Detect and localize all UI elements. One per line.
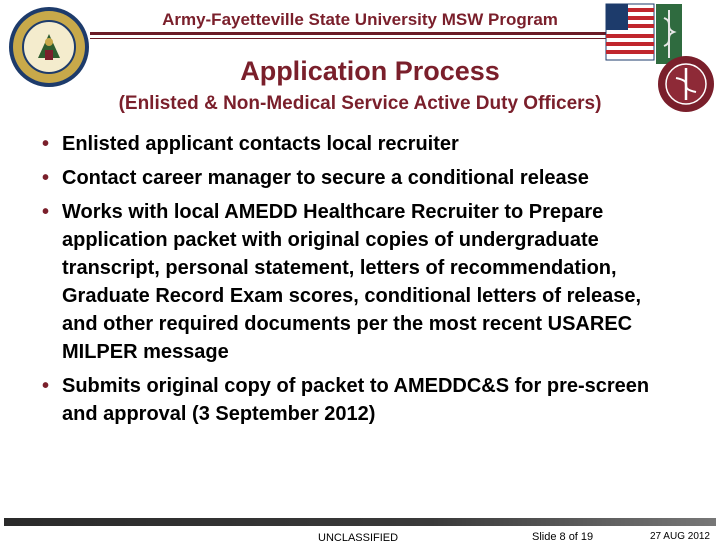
slide-title: Application Process [240, 56, 500, 86]
list-item [42, 372, 682, 428]
slide-number: Slide 8 of 19 [532, 531, 594, 543]
slide-subtitle: (Enlisted & Non-Medical Service Active Duty Officers) [118, 93, 602, 114]
list-item [42, 198, 682, 366]
bullet-text: Submits original copy of packet to AMEDDC&S for pre-screen and approval (3 September 2012) [62, 375, 650, 425]
slide-date: 27 AUG 2012 [649, 531, 710, 542]
classification-label: UNCLASSIFIED [318, 532, 399, 544]
bullet-icon: • [42, 201, 50, 223]
bullet-text: Works with local AMEDD Healthcare Recruiter to Prepare application packet with original copies of undergraduate transcript, personal statement, letters of recommendation, Graduate Record Exam scores, conditional letters of release, and other required documents per the most recent USAREC MILPER message [62, 201, 642, 363]
list-item [42, 130, 682, 158]
bullet-icon: • [42, 133, 50, 155]
bullet-text: Contact career manager to secure a conditional release [62, 167, 589, 189]
army-seal-logo [8, 6, 90, 88]
bullet-list [42, 130, 682, 434]
header-divider [90, 32, 628, 35]
bullet-icon: • [42, 375, 50, 397]
bullet-icon: • [42, 167, 50, 189]
header-divider-thin [90, 38, 628, 39]
footer-bar [4, 518, 716, 526]
program-title: Army-Fayetteville State University MSW Program [162, 10, 558, 29]
bullet-text: Enlisted applicant contacts local recruiter [62, 133, 459, 155]
list-item [42, 164, 682, 192]
